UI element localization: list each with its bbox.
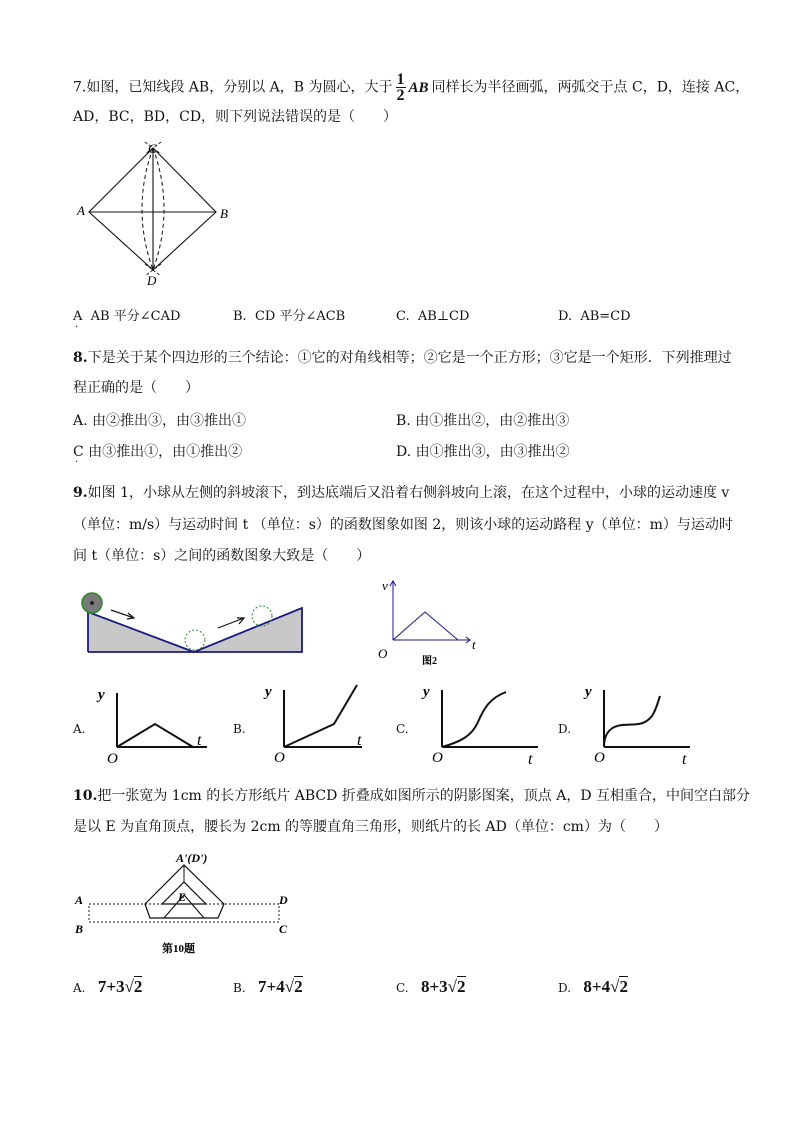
q10-option-b[interactable]	[233, 978, 303, 998]
curve	[442, 692, 506, 747]
arrow-down-icon	[111, 610, 134, 619]
sqrt-icon: √	[447, 977, 458, 996]
option-text: CD 平分∠ACB	[254, 309, 346, 324]
option-text: AB=CD	[580, 309, 631, 324]
q9-option-d-graph[interactable]	[582, 680, 702, 768]
curve	[284, 685, 357, 747]
q9-figure2-graph	[370, 576, 490, 671]
q9-option-a-graph[interactable]	[95, 685, 220, 765]
option-text: AB⊥CD	[417, 309, 470, 324]
option-key: B.	[233, 981, 246, 995]
label-c: C	[279, 922, 288, 936]
frac-numerator: 1	[396, 71, 405, 88]
q8-option-a[interactable]: A. 由②推出③，由③推出①	[73, 413, 247, 429]
curve	[604, 696, 660, 747]
q9-option-a-label[interactable]: A.	[73, 722, 86, 736]
q7-text-a: 如图，已知线段 AB，分别以 A，B 为圆心，大于	[86, 79, 393, 96]
q8-option-c[interactable]: C 由③推出①，由①推出②	[73, 444, 243, 460]
q7-line1	[73, 72, 749, 103]
slope-fill	[88, 608, 302, 652]
option-lead: 7+3	[97, 977, 125, 996]
arrow-up-icon	[218, 618, 244, 628]
option-radicand: 2	[619, 977, 628, 996]
q10-line1	[73, 786, 750, 806]
option-lead: 7+4	[258, 977, 285, 996]
q9-figure1-slopes	[78, 588, 308, 658]
label-a-prime-d-prime: A'(D')	[176, 851, 208, 865]
q7-fraction	[396, 72, 406, 103]
q10-text: 把一张宽为 1cm 的长方形纸片 ABCD 折叠成如图所示的阴影图案，顶点 A，D 互相重合，中间空白部分	[97, 788, 751, 804]
label-a: A	[75, 893, 84, 907]
label-b: B	[220, 206, 228, 221]
label-t: t	[528, 751, 533, 768]
label-origin: O	[594, 750, 605, 766]
q7-option-d[interactable]	[558, 308, 631, 326]
q8-number: 8.	[73, 350, 88, 366]
curve	[117, 724, 193, 747]
q10-option-c[interactable]	[396, 978, 466, 998]
label-t: t	[472, 637, 476, 652]
arc-left	[142, 148, 153, 270]
label-origin: O	[432, 750, 443, 766]
label-origin: O	[274, 750, 285, 766]
label-c: C	[148, 141, 157, 156]
q7-option-a[interactable]	[73, 308, 180, 326]
q9-option-c-label[interactable]: C.	[396, 722, 409, 736]
ball-bottom	[185, 630, 205, 650]
q7-option-b[interactable]	[233, 308, 345, 326]
q7-frac-var: AB	[408, 79, 429, 96]
option-key: A	[73, 309, 83, 324]
label-t: t	[682, 751, 687, 768]
q8-option-d[interactable]: D. 由①推出③，由③推出②	[396, 444, 570, 460]
option-radicand: 2	[133, 977, 143, 996]
q10-option-d[interactable]	[558, 978, 628, 998]
label-a: A	[77, 203, 85, 218]
q9-option-b-label[interactable]: B.	[233, 722, 246, 736]
option-lead: 8+3	[420, 977, 448, 996]
q10-option-a[interactable]	[73, 978, 142, 998]
q9-option-b-graph[interactable]	[262, 680, 377, 765]
q7-text-b: 同样长为半径画弧，两弧交于点 C，D，连接 AC，	[431, 79, 750, 96]
q7-option-c[interactable]	[396, 308, 469, 326]
frac-denominator: 2	[396, 87, 405, 104]
q9-text: 如图 1，小球从左侧的斜坡滚下，到达底端后又沿着右侧斜坡向上滚，在这个过程中，小球的运动速度 v	[87, 485, 730, 501]
q9-option-c-graph[interactable]	[420, 680, 550, 768]
q9-line3: 间 t（单位：s）之间的函数图象大致是（ ）	[73, 548, 371, 564]
option-radicand: 2	[294, 977, 303, 996]
label-v: v	[382, 578, 388, 593]
option-key: D.	[558, 981, 572, 995]
q10-caption: 第10题	[162, 943, 195, 955]
q9-number: 9.	[73, 485, 88, 501]
label-y: y	[585, 684, 592, 700]
q10-figure	[72, 848, 302, 960]
label-origin: O	[378, 646, 388, 661]
q9-line1	[73, 483, 729, 503]
q9-option-d-label[interactable]: D.	[558, 722, 572, 736]
q9-line2: （单位：m/s）与运动时间 t （单位：s）的函数图象如图 2，则该小球的运动路程 y（单位：m）与运动时	[73, 517, 733, 533]
option-key: A.	[73, 981, 86, 995]
dot-mark: ·	[75, 322, 79, 333]
q8-option-b[interactable]: B. 由①推出②，由②推出③	[396, 413, 570, 429]
option-lead: 8+4	[583, 977, 611, 996]
label-d: D	[147, 273, 157, 288]
option-key: B.	[233, 309, 247, 324]
sqrt-icon: √	[610, 977, 620, 996]
q10-number: 10.	[73, 788, 98, 804]
q7-figure	[75, 138, 245, 288]
q8-text: 下是关于某个四边形的三个结论：①它的对角线相等；②它是一个正方形；③它是一个矩形．下列推理过	[87, 350, 732, 366]
dot-mark: ·	[75, 457, 79, 468]
paper-strip	[89, 904, 279, 922]
label-b: B	[75, 922, 84, 936]
option-key: C.	[396, 981, 409, 995]
label-y: y	[98, 687, 105, 703]
option-radicand: 2	[457, 977, 466, 996]
q7-line2: AD，BC，BD，CD，则下列说法错误的是（ ）	[73, 109, 398, 125]
q8-line2: 程正确的是（ ）	[73, 380, 199, 396]
q10-line2: 是以 E 为直角顶点，腰长为 2cm 的等腰直角三角形，则纸片的长 AD（单位：cm）为（ ）	[73, 819, 668, 835]
sqrt-icon: √	[284, 977, 295, 996]
ball-center	[90, 601, 94, 605]
label-y: y	[265, 684, 272, 700]
v-t-line	[393, 612, 458, 640]
label-t: t	[357, 732, 362, 749]
arc-right	[153, 148, 164, 270]
option-key: D.	[558, 309, 573, 324]
label-y: y	[423, 684, 430, 700]
label-t: t	[197, 732, 202, 749]
q8-line1	[73, 348, 732, 368]
option-text: AB 平分∠CAD	[90, 309, 181, 324]
sqrt-icon: √	[124, 977, 134, 996]
q7-number: 7.	[73, 79, 87, 96]
fig2-caption: 图2	[422, 656, 437, 667]
label-d: D	[279, 893, 288, 907]
option-key: C.	[396, 309, 410, 324]
label-e: E	[178, 890, 187, 904]
label-origin: O	[107, 751, 118, 767]
